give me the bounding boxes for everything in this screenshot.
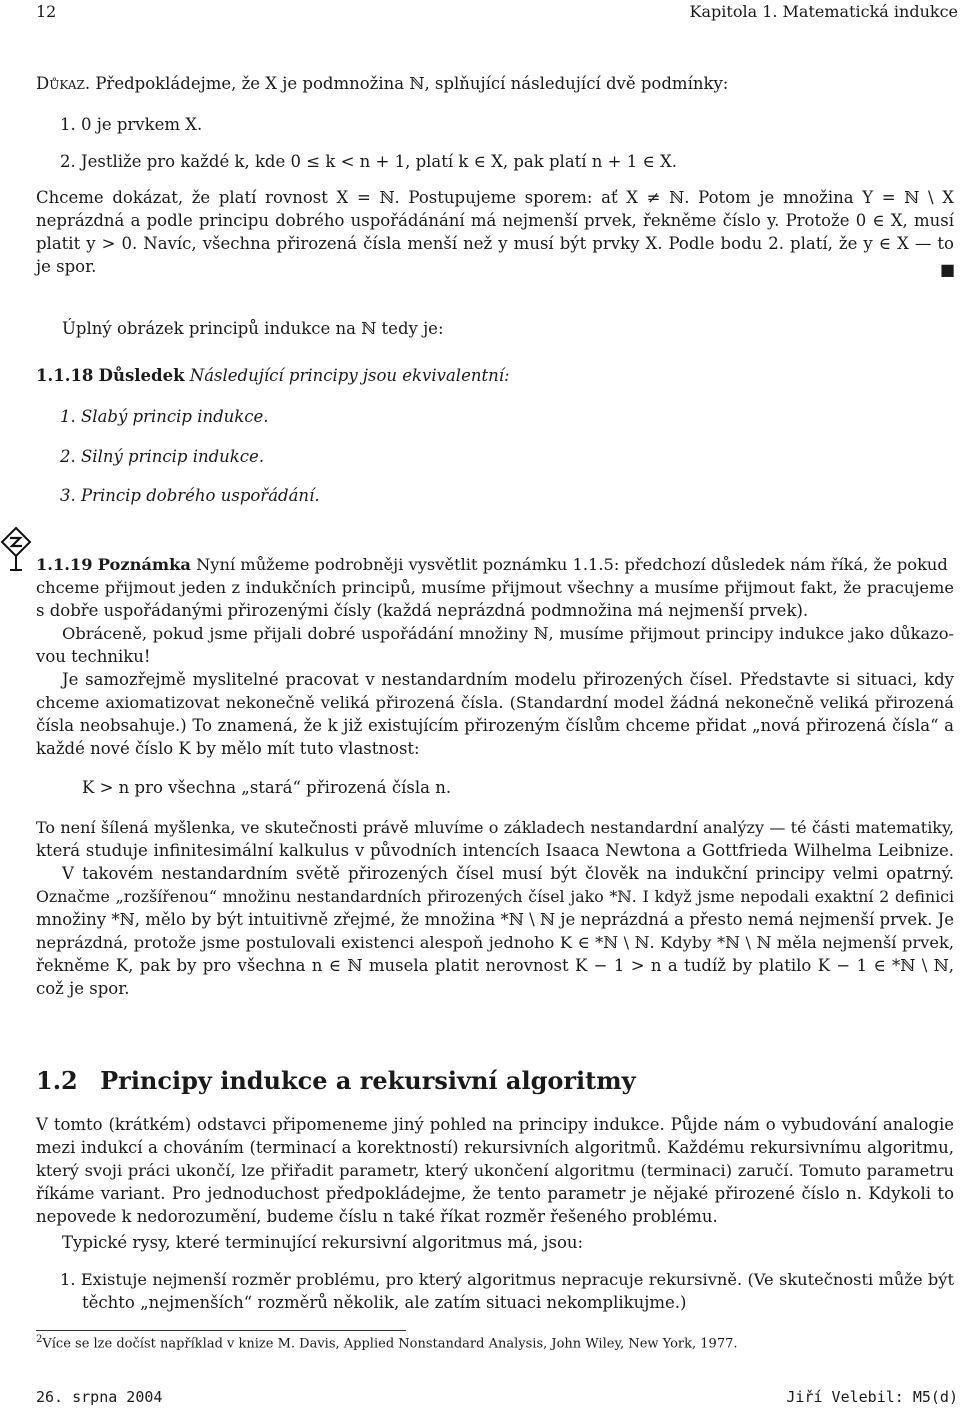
section-line-3: který svoji práci ukončí, lze přiřadit parametr, který ukončení algoritmu (terminaci) zaručí. Tomuto parametru bbox=[36, 1161, 954, 1180]
section-line-2: mezi indukcí a chováním (terminací a korektností) rekursivních algoritmů. Každému rekursivnímu algoritmu, bbox=[36, 1138, 954, 1157]
proof-line-1: Chceme dokázat, že platí rovnost X = ℕ. Postupujeme sporem: ať X ≠ ℕ. Potom je množina Y = ℕ \ X bbox=[36, 188, 954, 207]
footer-author: Jiří Velebil: M5(d) bbox=[786, 1388, 958, 1406]
corollary-statement: Následující principy jsou ekvivalentní: bbox=[189, 366, 510, 385]
remark-line-5: vou techniku! bbox=[36, 647, 151, 666]
remark-line-7: chceme axiomatizovat nekonečně veliká přirozená čísla. (Standardní model žádná nekonečně veliká přirozená bbox=[36, 693, 954, 712]
remark-title: Poznámka bbox=[97, 555, 191, 574]
remark-line-9: každé nové číslo K by mělo mít tuto vlastnost: bbox=[36, 739, 420, 758]
proof-item-2: 2. Jestliže pro každé k, kde 0 ≤ k < n + 1, platí k ∈ X, pak platí n + 1 ∈ X. bbox=[60, 152, 677, 171]
remark-line-8: čísla neobsahuje.) To znamená, že k již existujícím přirozeným číslům chceme přidat „nová přirozená čísla“ a bbox=[36, 716, 954, 735]
remark-line-15: neprázdná, protože jsme postulovali existenci alespoň jednoho K ∈ *ℕ \ ℕ. Kdyby *ℕ \ ℕ měla nejmenší prvek, bbox=[36, 933, 954, 952]
section-line-4: říkáme variant. Pro jednoduchost předpokládejme, že tento parametr je nějaké přirozené číslo n. Kdykoli to bbox=[36, 1184, 954, 1203]
corollary-number: 1.1.18 bbox=[36, 366, 94, 385]
dangerous-bend-icon bbox=[0, 526, 32, 572]
footnote-text: Více se lze dočíst například v knize M. Davis, Applied Nonstandard Analysis, John Wiley, New York, 1977. bbox=[42, 1336, 738, 1352]
page-number: 12 bbox=[36, 2, 57, 21]
footnote-rule bbox=[36, 1330, 406, 1331]
remark-line-4: Obráceně, pokud jsme přijali dobré uspořádání množiny ℕ, musíme přijmout principy indukce jako důkazo- bbox=[62, 624, 954, 643]
remark-line-12: V takovém nestandardním světě přirozených čísel musí být člověk na indukční principy velmi opatrný. bbox=[62, 864, 954, 883]
remark-line-16: řekněme K, pak by pro všechna n ∈ ℕ musela platit nerovnost K − 1 > n a tudíž by platilo K − 1 ∈ *ℕ \ ℕ, bbox=[36, 956, 954, 975]
remark-number: 1.1.19 bbox=[36, 555, 93, 574]
footer-date: 26. srpna 2004 bbox=[36, 1388, 163, 1406]
remark-line-6: Je samozřejmě myslitelné pracovat v nestandardním modelu přirozených čísel. Představte si situaci, kdy bbox=[62, 670, 954, 689]
proof-line-4: je spor. bbox=[36, 257, 97, 276]
corollary-title: Důsledek bbox=[98, 366, 185, 385]
corollary-item-3: 3. Princip dobrého uspořádání. bbox=[60, 486, 320, 505]
remark-line-2: chceme přijmout jeden z indukčních principů, musíme přijmout všechny a musíme přijmout fakt, že pracujeme bbox=[36, 578, 954, 597]
remark-line-17: což je spor. bbox=[36, 979, 130, 998]
remark-line-1: Nyní můžeme podrobněji vysvětlit poznámku 1.1.5: předchozí důsledek nám říká, že pokud bbox=[196, 555, 948, 574]
section-item-1-cont: těchto „nejmenších“ rozměrů několik, ale zatím situaci nekomplikujme.) bbox=[82, 1293, 687, 1312]
section-heading bbox=[36, 1066, 636, 1095]
section-line-6: Typické rysy, které terminující rekursivní algoritmus má, jsou: bbox=[62, 1233, 584, 1252]
proof-line-3: platit y > 0. Navíc, všechna přirozená čísla menší než y musí být prvky X. Podle bodu 2. platí, že y ∈ X — to bbox=[36, 234, 954, 253]
remark-line-14: množiny *ℕ, mělo by být intuitivně zřejmé, že množina *ℕ \ ℕ je neprázdná a přesto nemá nejmenší prvek. Je bbox=[36, 910, 954, 929]
remark-first-line bbox=[36, 553, 948, 576]
proof-intro bbox=[36, 72, 728, 95]
qed-mark: ■ bbox=[940, 260, 956, 279]
corollary-heading bbox=[36, 364, 510, 387]
section-number: 1.2 bbox=[36, 1066, 78, 1095]
remark-line-11: která studuje infinitesimální kalkulus v původních intencích Isaaca Newtona a Gottfrieda Wilhelma Leibnize. bbox=[36, 841, 954, 860]
proof-intro-text: Předpokládejme, že X je podmnožina ℕ, splňující následující dvě podmínky: bbox=[95, 74, 729, 93]
section-item-1: 1. Existuje nejmenší rozměr problému, pro který algoritmus nepracuje rekursivně. (Ve skutečnosti může být bbox=[60, 1270, 954, 1289]
proof-item-1: 1. 0 je prvkem X. bbox=[60, 115, 203, 134]
section-title: Principy indukce a rekursivní algoritmy bbox=[100, 1066, 636, 1095]
proof-line-2: neprázdná a podle principu dobrého uspořádánání má nejmenší prvek, řekněme číslo y. Protože 0 ∈ X, musí bbox=[36, 211, 954, 230]
footnote bbox=[36, 1334, 738, 1351]
remark-line-3: s dobře uspořádanými přirozenými čísly (každá neprázdná podmnožina má nejmenší prvek). bbox=[36, 601, 809, 620]
running-header: Kapitola 1. Matematická indukce bbox=[689, 2, 958, 21]
footnote-mark: 2 bbox=[36, 1334, 43, 1345]
complete-picture: Úplný obrázek principů indukce na ℕ tedy je: bbox=[62, 319, 444, 338]
section-line-5: nepovede k nedorozumění, budeme číslu n také říkat rozměr řešeného problému. bbox=[36, 1207, 718, 1226]
corollary-item-2: 2. Silný princip indukce. bbox=[60, 447, 265, 466]
section-line-1: V tomto (krátkém) odstavci připomeneme jiný pohled na principy indukce. Půjde nám o vybudování analogie bbox=[36, 1115, 954, 1134]
corollary-item-1: 1. Slabý princip indukce. bbox=[60, 407, 269, 426]
proof-label: Důkaz. bbox=[36, 74, 91, 93]
remark-line-10: To není šílená myšlenka, ve skutečnosti právě mluvíme o základech nestandardní analýzy — té části matematiky, bbox=[36, 818, 954, 837]
display-formula: K > n pro všechna „stará“ přirozená čísla n. bbox=[82, 778, 452, 797]
remark-line-13: Označme „rozšířenou“ množinu nestandardních přirozených čísel jako *ℕ. I když jsme nepodali exaktní 2 definici bbox=[36, 887, 954, 906]
